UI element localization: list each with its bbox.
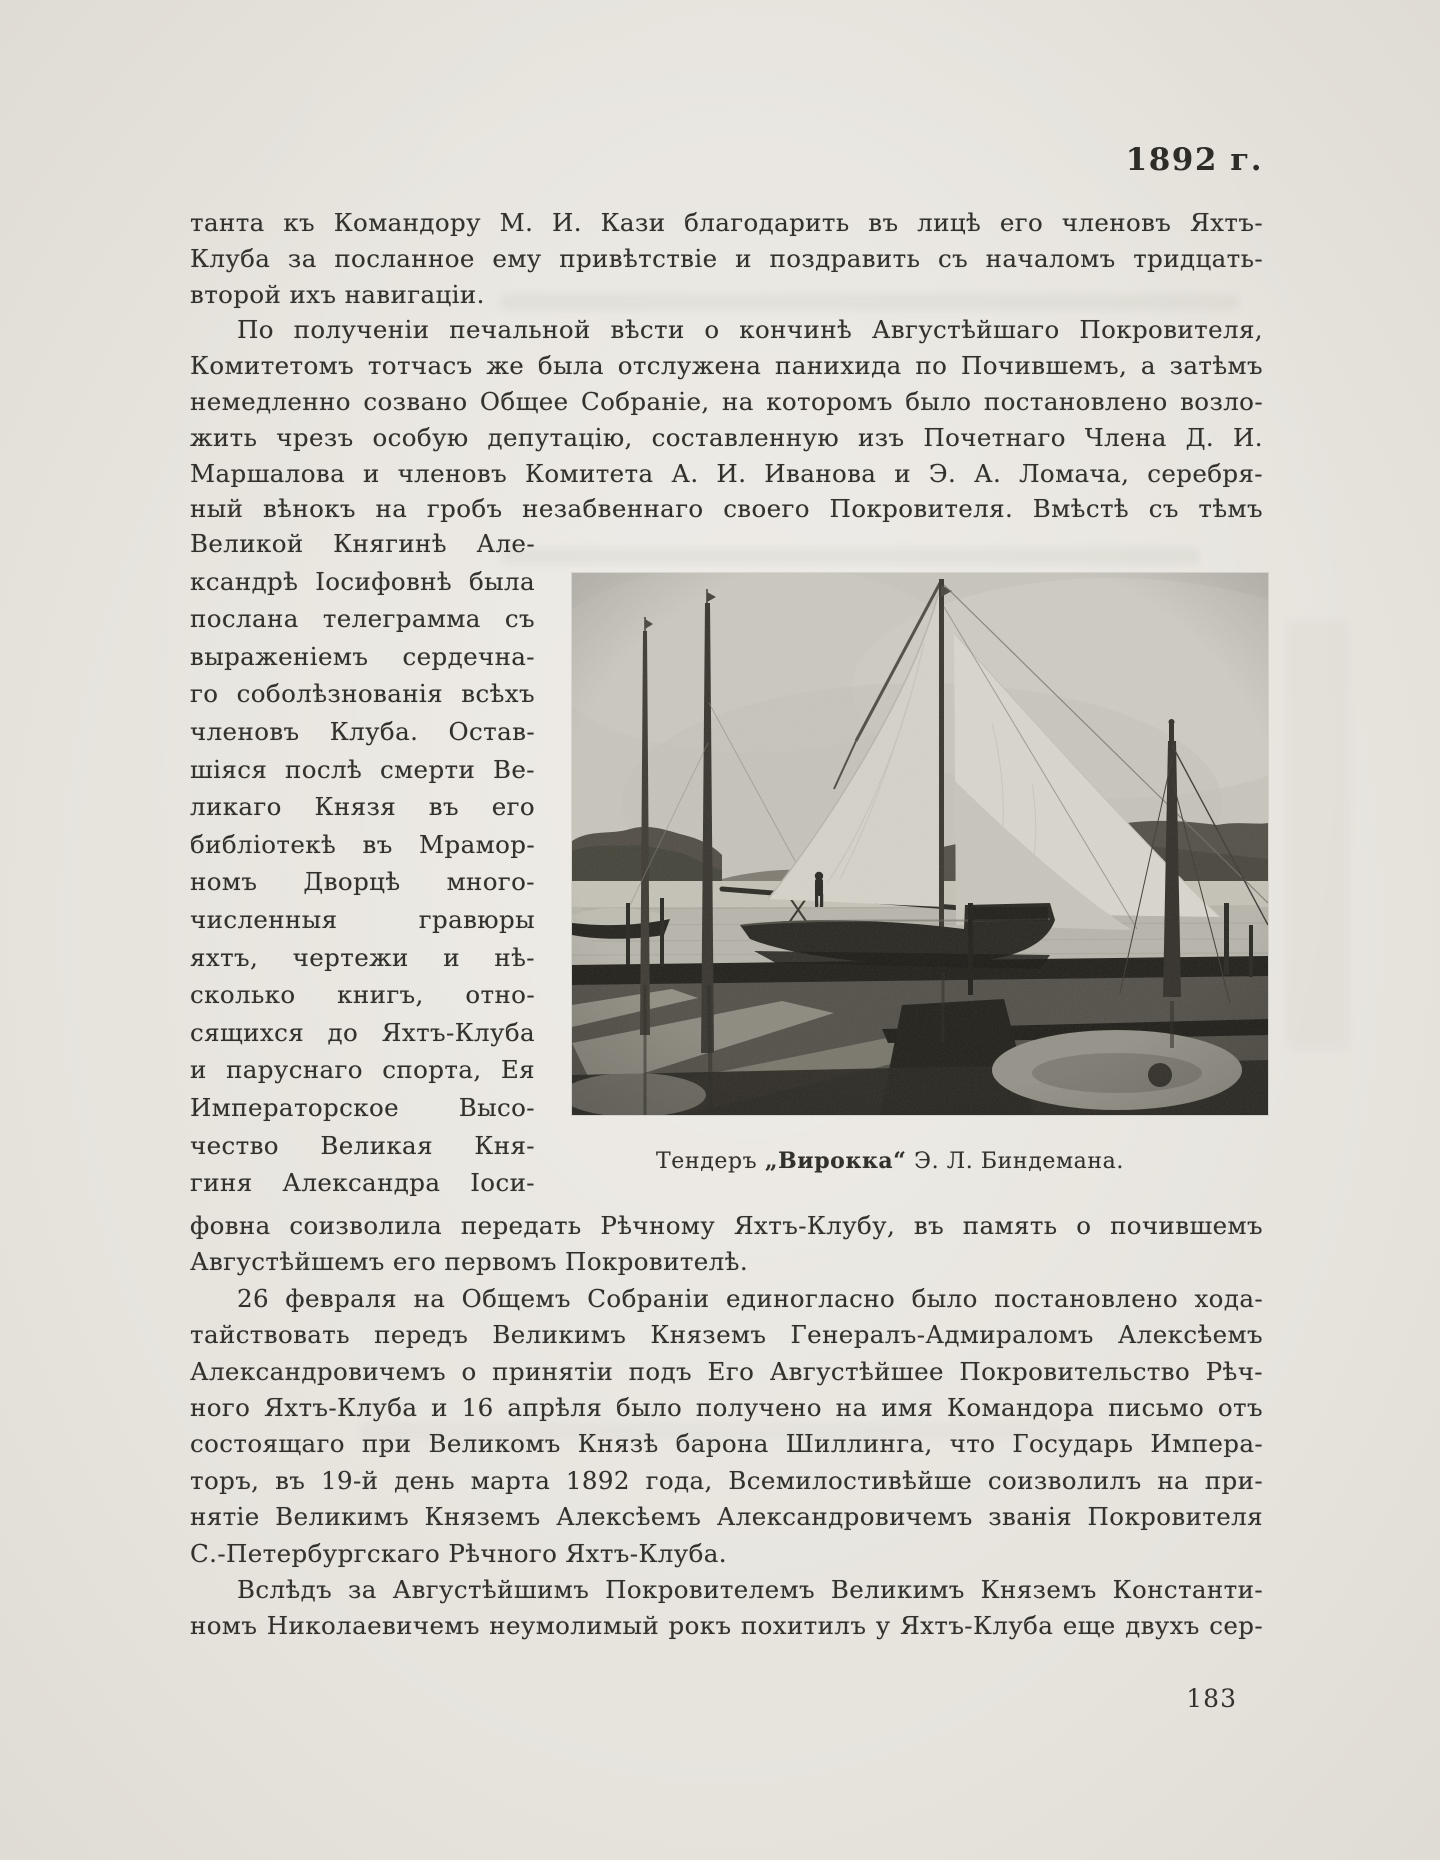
paragraph-block-top [190,205,1263,527]
text-line: Комитетомъ тотчасъ же была отслужена панихида по Почившемъ, а затѣмъ [190,351,1263,381]
text-line: Великой Княгинѣ Але- [190,529,535,558]
text-line: немедленно созвано Общее Собраніе, на которомъ было постановлено возло- [190,386,1263,416]
text-line: выраженіемъ сердечна- [190,641,535,671]
photo-grain [572,573,1268,1115]
caption-suffix: Э. Л. Биндемана. [906,1149,1124,1174]
text-line: номъ Дворцѣ много- [190,867,535,897]
text-line: яхтъ, чертежи и нѣ- [190,942,535,972]
yacht-photo-illustration [572,573,1268,1115]
text-line: С.-Петербургскаго Рѣчного Яхтъ-Клуба. [190,1538,727,1568]
text-line: членовъ Клуба. Остав- [190,716,535,746]
text-line: шіяся послѣ смерти Ве- [190,754,535,784]
text-line: жить чрезъ особую депутацію, составленную изъ Почетнаго Члена Д. И. [190,422,1263,452]
yacht-photograph [572,573,1268,1115]
caption-prefix: Тендеръ [656,1149,765,1174]
left-text-column [190,525,535,1202]
text-line: По полученіи печальной вѣсти о кончинѣ Августѣйшаго Покровителя, [237,315,1263,345]
text-line: ный вѣнокъ на гробъ незабвеннаго своего Покровителя. Вмѣстѣ съ тѣмъ [190,494,1263,524]
page-number: 183 [1186,1684,1237,1713]
text-line: нятіе Великимъ Княземъ Алексѣемъ Александровичемъ званія Покровителя [190,1502,1263,1532]
text-line: библіотекѣ въ Мрамор- [190,829,535,859]
text-line: Императорское Высо- [190,1092,535,1122]
text-line: состоящаго при Великомъ Князѣ барона Шиллинга, что Государь Импера- [190,1429,1263,1459]
text-line: численныя гравюры [190,904,535,934]
text-line: Августѣйшемъ его первомъ Покровителѣ. [190,1247,749,1277]
text-line: Клуба за посланное ему привѣтствіе и поздравить съ началомъ тридцать- [190,243,1263,273]
text-line: сящихся до Яхтъ-Клуба [190,1017,535,1047]
text-line: и паруснаго спорта, Ея [190,1055,535,1085]
text-line: ликаго Князя въ его [190,792,535,822]
text-line: гиня Александра Іоси- [190,1168,535,1198]
text-line: ного Яхтъ-Клуба и 16 апрѣля было получено на имя Командора письмо отъ [190,1393,1263,1423]
caption-boat-name: „Вирокка“ [764,1148,907,1174]
text-line: второй ихъ навигаціи. [190,279,485,309]
text-line: фовна соизволила передать Рѣчному Яхтъ-Клубу, въ память о почившемъ [190,1211,1263,1240]
page-year-header: 1892 г. [1125,142,1263,178]
text-line: Александровичемъ о принятіи подъ Его Августѣйшее Покровительство Рѣч- [190,1356,1263,1386]
text-line: Маршалова и членовъ Комитета А. И. Иванова и Э. А. Ломача, серебря- [190,458,1263,488]
text-line: торъ, въ 19-й день марта 1892 года, Всемилостивѣйше соизволилъ на при- [190,1465,1263,1495]
paragraph-block-bottom [190,1208,1263,1645]
text-line: Вслѣдъ за Августѣйшимъ Покровителемъ Великимъ Княземъ Константи- [237,1575,1263,1605]
bleedthrough-mark [1285,620,1349,1050]
text-line: номъ Николаевичемъ неумолимый рокъ похитилъ у Яхтъ-Клуба еще двухъ сер- [190,1611,1263,1641]
text-line: го соболѣзнованія всѣхъ [190,679,535,709]
bleedthrough-mark [500,548,1200,564]
text-line: сколько книгъ, отно- [190,980,535,1010]
text-line: 26 февраля на Общемъ Собраніи единогласно было постановлено хода- [237,1283,1263,1313]
photo-caption [545,1148,1235,1174]
text-line: ксандрѣ Іосифовнѣ была [190,566,535,596]
text-line: чество Великая Кня- [190,1130,535,1160]
text-line: послана телеграмма съ [190,604,535,634]
text-line: танта къ Командору М. И. Кази благодарить въ лицѣ его членовъ Яхтъ- [190,208,1263,237]
text-line: тайствовать передъ Великимъ Княземъ Генералъ-Адмираломъ Алексѣемъ [190,1320,1263,1350]
